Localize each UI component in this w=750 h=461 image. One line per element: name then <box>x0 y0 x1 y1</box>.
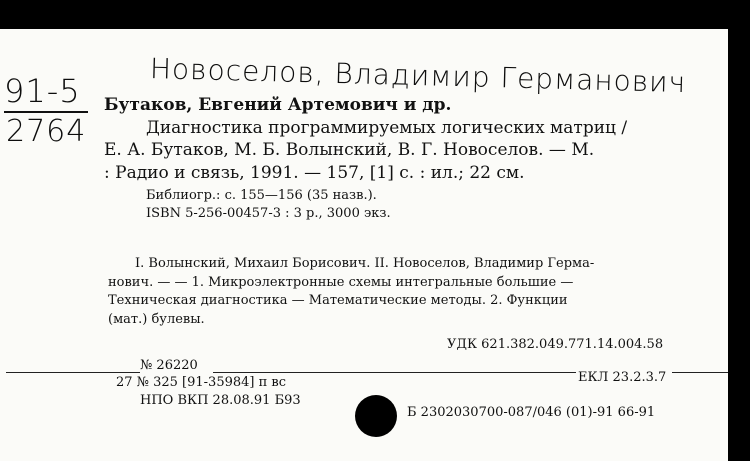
call-number-divider <box>4 111 88 113</box>
handwritten-call-number-top: 91-5 <box>4 72 81 110</box>
tracing-line-2: нович. — — 1. Микроэлектронные схемы интегральные большие — <box>108 275 574 290</box>
handwritten-author-note: Новоселов, Владимир Германович <box>149 52 687 100</box>
record-heading: Бутаков, Евгений Артемович и др. <box>104 95 452 115</box>
bibliography-note: Библиогр.: с. 155—156 (35 назв.). <box>146 188 377 203</box>
bbk-code: Б 2302030700-087/046 (01)-91 66-91 <box>407 405 656 420</box>
tracing-line-3: Техническая диагностика — Математические методы. 2. Функции <box>108 293 568 308</box>
udk-code: УДК 621.382.049.771.14.004.58 <box>447 337 664 352</box>
ekl-code: ЕКЛ 23.2.3.7 <box>578 370 667 385</box>
record-title-line-2: Е. А. Бутаков, М. Б. Волынский, В. Г. Новоселов. — М. <box>104 140 595 160</box>
footer-rule-middle <box>213 372 576 373</box>
tracing-line-4: (мат.) булевы. <box>108 312 205 327</box>
footer-rule-right <box>672 372 728 373</box>
order-line: 27 № 325 [91-35984] п вс <box>116 375 287 390</box>
punch-hole <box>355 395 397 437</box>
card-number: № 26220 <box>140 358 198 373</box>
record-title-line-3: : Радио и связь, 1991. — 157, [1] с. : ил.; 22 см. <box>104 163 525 183</box>
tracing-line-1: I. Волынский, Михаил Борисович. II. Новоселов, Владимир Герма- <box>135 256 595 271</box>
record-title-line-1: Диагностика программируемых логических матриц / <box>146 118 628 138</box>
footer-rule-left <box>6 372 140 373</box>
isbn-line: ISBN 5-256-00457-3 : 3 р., 3000 экз. <box>146 206 391 221</box>
publisher-line: НПО ВКП 28.08.91 Б93 <box>140 393 301 408</box>
handwritten-call-number-bottom: 2764 <box>6 114 87 149</box>
